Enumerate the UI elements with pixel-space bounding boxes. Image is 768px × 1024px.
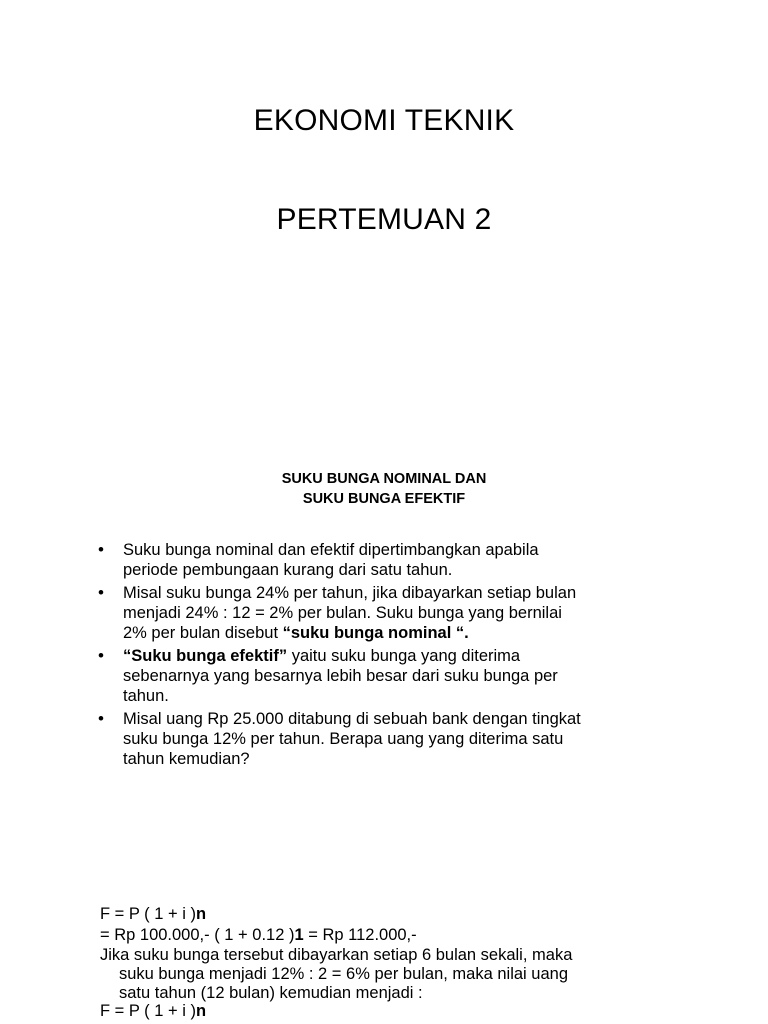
bullet-marker: • xyxy=(98,540,104,559)
bullet-2-text: 2% per bulan disebut xyxy=(123,624,283,642)
bullet-3-line-2: sebenarnya yang besarnya lebih besar dari suku bunga per xyxy=(123,667,558,685)
page-subtitle: PERTEMUAN 2 xyxy=(276,203,492,236)
formula-line-1 xyxy=(100,905,206,924)
formula-exponent: 1 xyxy=(294,926,304,944)
page-title: EKONOMI TEKNIK xyxy=(253,104,515,137)
bullet-1-line-1: Suku bunga nominal dan efektif dipertimbangkan apabila xyxy=(123,541,539,559)
formula-text: F = P ( 1 + i ) xyxy=(100,905,196,923)
formula-line-2 xyxy=(100,926,417,945)
section-title-line-1: SUKU BUNGA NOMINAL DAN xyxy=(281,471,487,487)
section-title-line-2: SUKU BUNGA EFEKTIF xyxy=(302,491,466,507)
bullet-marker: • xyxy=(98,646,104,665)
bullet-2-line-3 xyxy=(123,623,469,643)
formula-line-5: satu tahun (12 bulan) kemudian menjadi : xyxy=(119,984,423,1002)
formula-text: F = P ( 1 + i ) xyxy=(100,1002,196,1020)
bullet-2-bold-term: “suku bunga nominal “. xyxy=(282,624,469,642)
bullet-marker: • xyxy=(98,709,104,728)
bullet-2-line-2: menjadi 24% : 12 = 2% per bulan. Suku bunga yang bernilai xyxy=(123,604,562,622)
formula-text: = Rp 100.000,- ( 1 + 0.12 ) xyxy=(100,926,295,944)
bullet-3-text: yaitu suku bunga yang diterima xyxy=(287,647,521,665)
formula-line-3: Jika suku bunga tersebut dibayarkan setiap 6 bulan sekali, maka xyxy=(100,946,573,964)
bullet-4-line-1: Misal uang Rp 25.000 ditabung di sebuah bank dengan tingkat xyxy=(123,710,581,728)
formula-exponent: n xyxy=(195,1002,207,1020)
formula-exponent: n xyxy=(195,905,207,923)
bullet-3-line-1 xyxy=(123,646,520,666)
bullet-4-line-3: tahun kemudian? xyxy=(123,750,250,768)
bullet-1-line-2: periode pembungaan kurang dari satu tahun. xyxy=(123,561,453,579)
formula-line-6 xyxy=(100,1002,206,1021)
bullet-4-line-2: suku bunga 12% per tahun. Berapa uang yang diterima satu xyxy=(123,730,564,748)
bullet-2-line-1: Misal suku bunga 24% per tahun, jika dibayarkan setiap bulan xyxy=(123,584,577,602)
formula-line-4: suku bunga menjadi 12% : 2 = 6% per bulan, maka nilai uang xyxy=(119,965,569,983)
formula-result: = Rp 112.000,- xyxy=(303,926,417,944)
bullet-3-line-3: tahun. xyxy=(123,687,169,705)
bullet-marker: • xyxy=(98,583,104,602)
bullet-3-bold-term: “Suku bunga efektif” xyxy=(123,647,288,665)
